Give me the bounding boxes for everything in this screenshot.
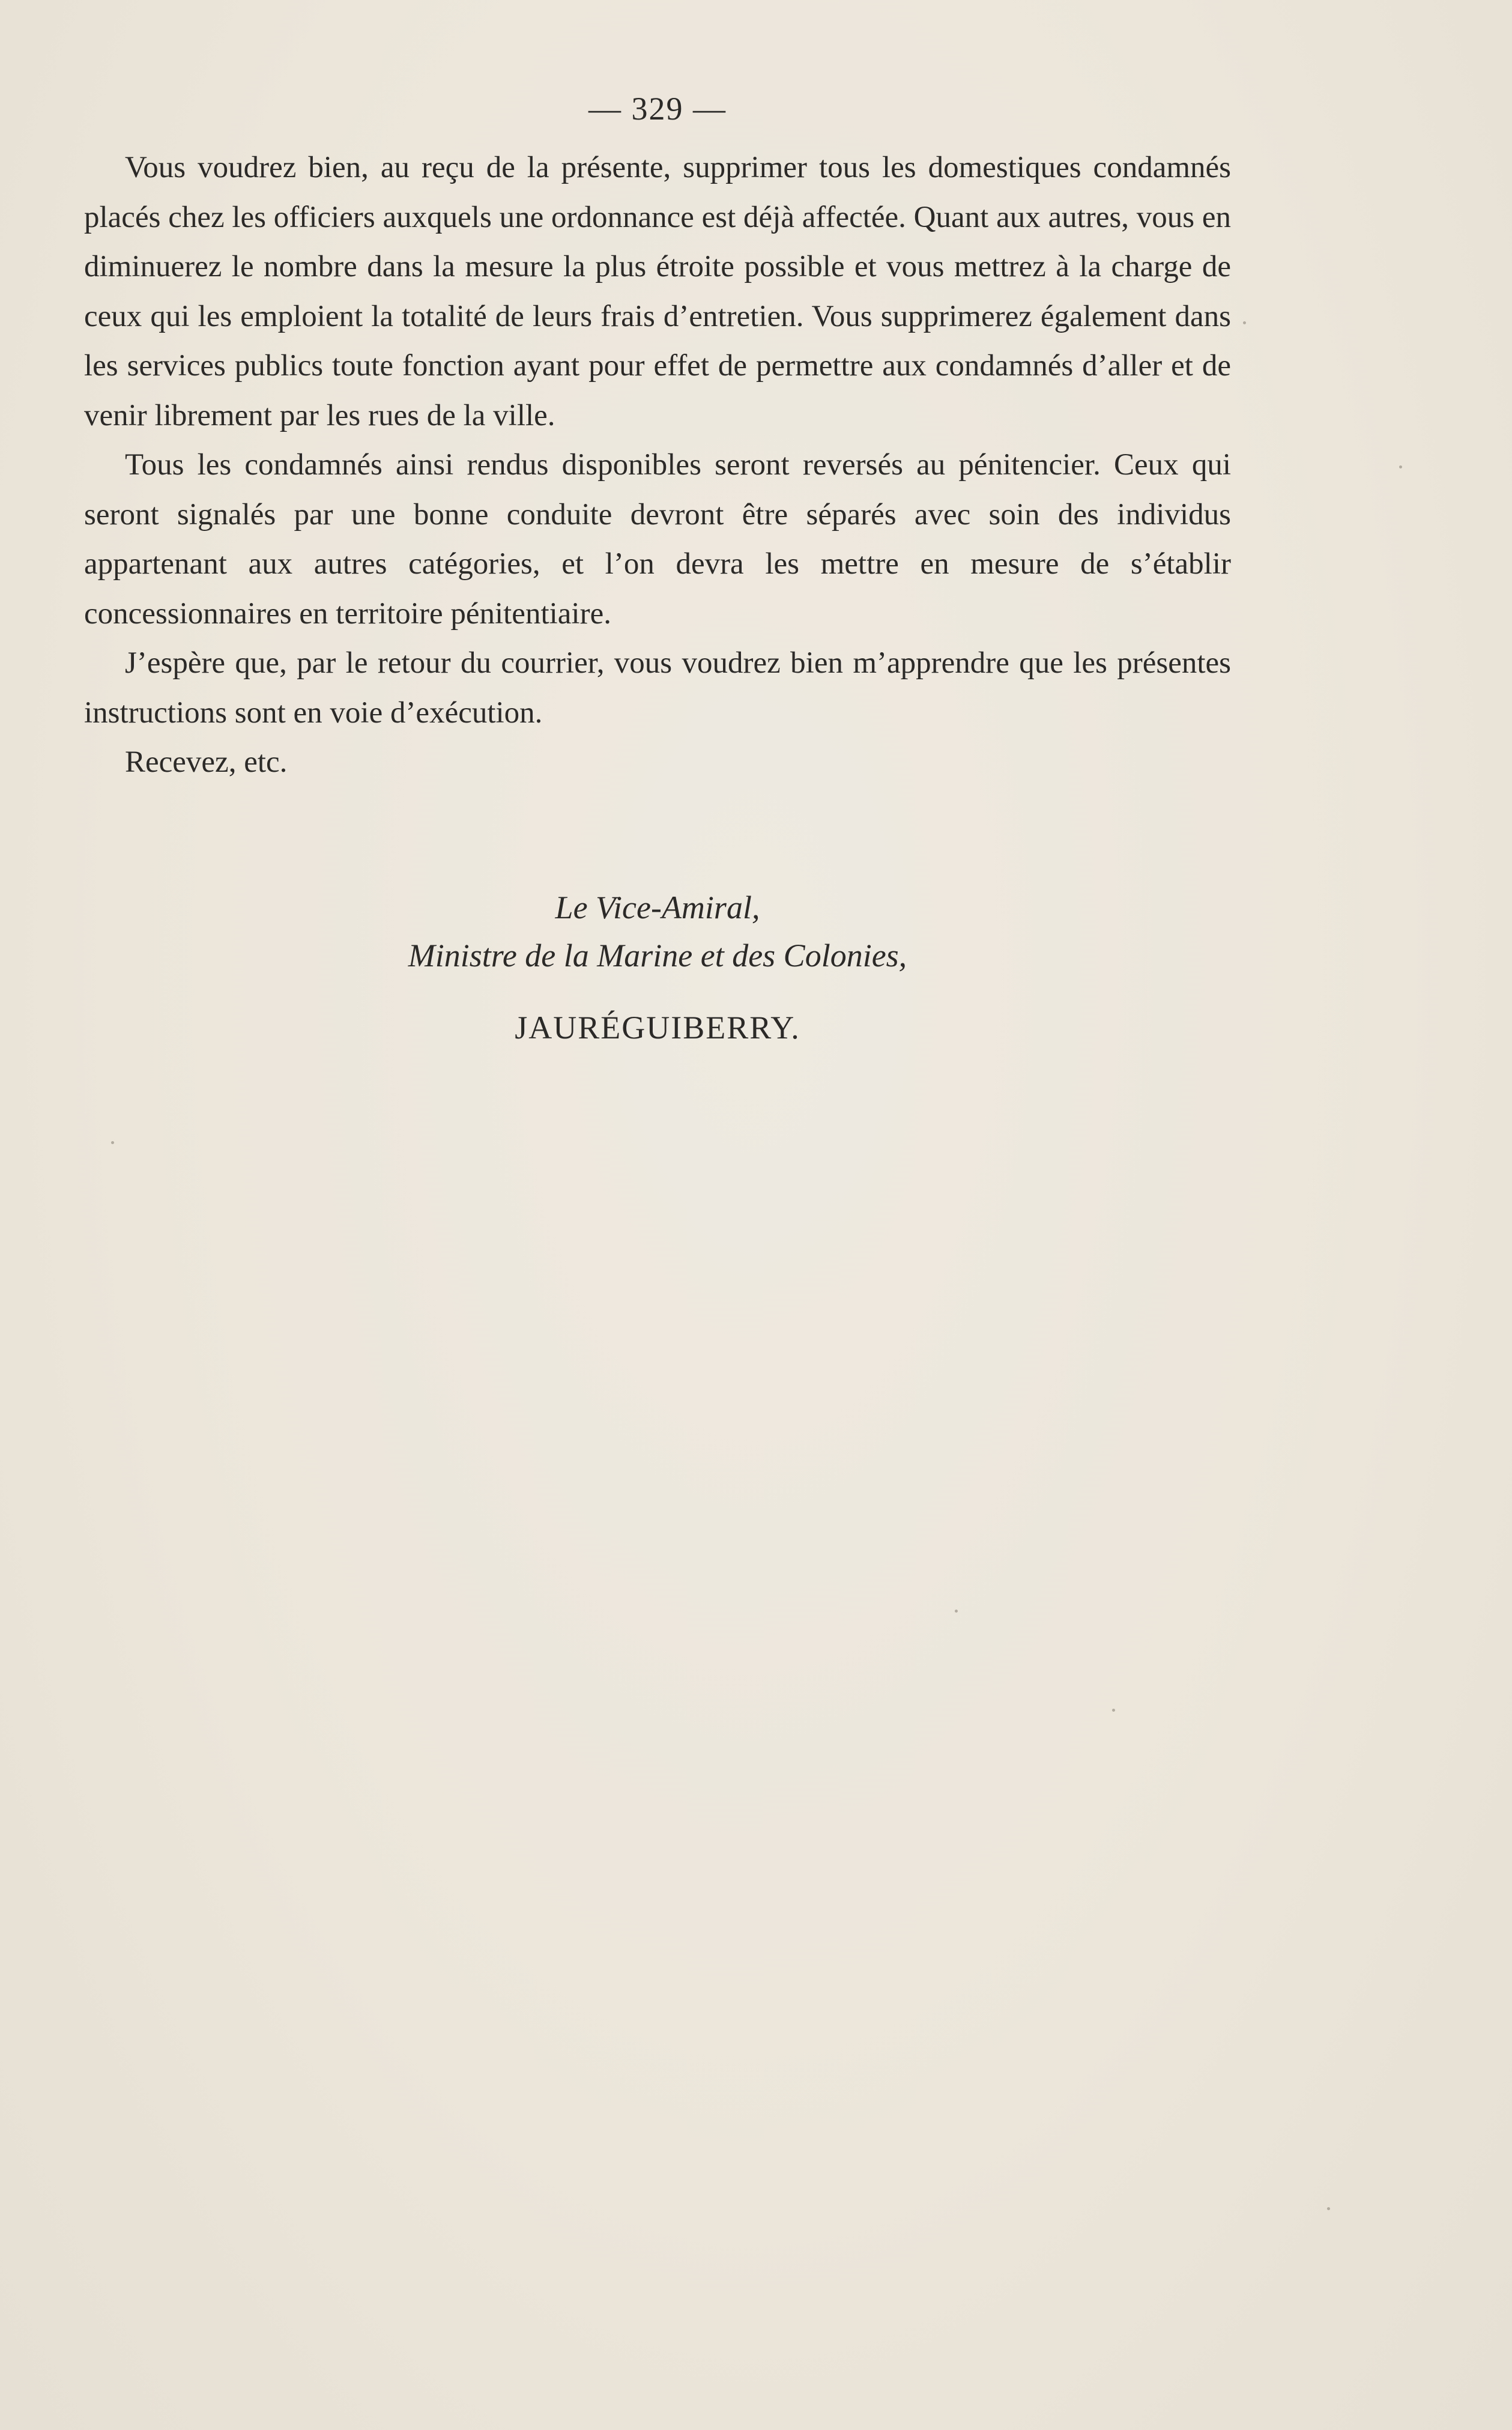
closing-formula: Recevez, etc. bbox=[125, 745, 288, 779]
paper-speck bbox=[1399, 465, 1402, 468]
paper-speck bbox=[1327, 2207, 1330, 2210]
paper-speck bbox=[111, 1141, 114, 1144]
paper-speck bbox=[1243, 321, 1246, 324]
signature-name: JAURÉGUIBERRY. bbox=[515, 1010, 800, 1046]
signature-ministry: Ministre de la Marine et des Colonies, bbox=[408, 938, 907, 974]
paragraph-reassignment: Tous les condamnés ainsi rendus disponibles seront reversés au pénitencier. Ceux qui seront signalés par une bonne conduite devront être séparés avec soin des individus appartenant aux autres catégories, et l’on devra les mettre en mesure de s’établir concessionnaires en territoire pénitentiaire. bbox=[84, 448, 1231, 631]
paragraph-suppression-orders: Vous voudrez bien, au reçu de la présente, supprimer tous les domestiques condamnés placés chez les officiers auxquels une ordonnance est déjà affectée. Quant aux autres, vous en diminuerez le nombre dans la mesure la plus étroite possible et vous mettrez à la charge de ceux qui les emploient la totalité de leurs frais d’entretien. Vous supprimerez également dans les services publics toute fonction ayant pour effet de permettre aux condamnés d’aller et de venir librement par les rues de la ville. bbox=[84, 151, 1231, 432]
paragraph-confirmation-request: J’espère que, par le retour du courrier, vous voudrez bien m’apprendre que les présentes instructions sont en voie d’exécution. bbox=[84, 646, 1231, 730]
paper-speck bbox=[1112, 1709, 1115, 1712]
page-number: — 329 — bbox=[588, 91, 727, 127]
paper-speck bbox=[955, 1610, 958, 1613]
letter-body bbox=[84, 143, 1231, 787]
signature-title: Le Vice-Amiral, bbox=[555, 889, 760, 926]
